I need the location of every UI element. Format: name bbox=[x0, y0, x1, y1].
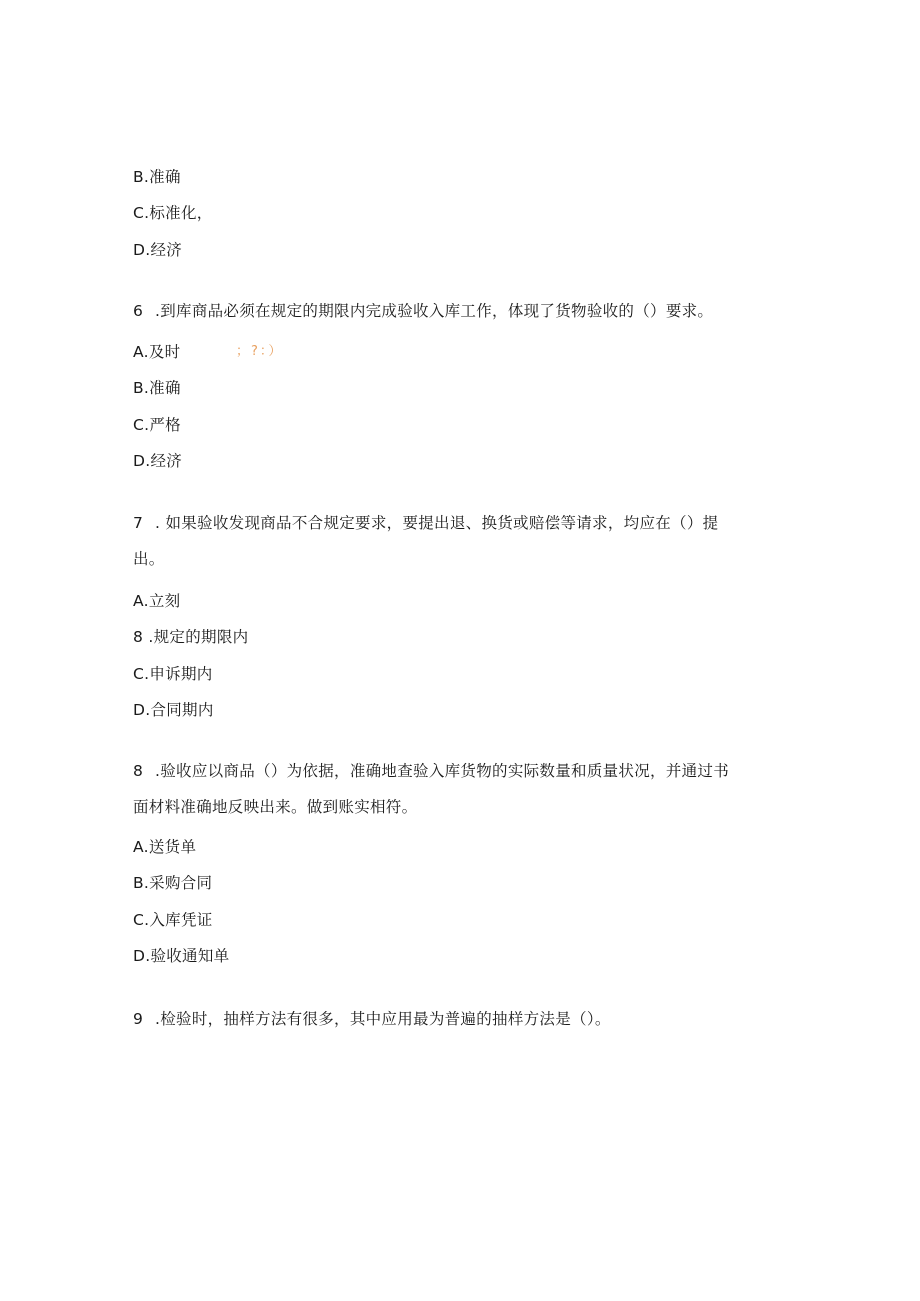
q8-text-line1: .验收应以商品（）为依据，准确地查验入库货物的实际数量和质量状况，并通过书 bbox=[155, 762, 730, 780]
q6-option-a: A.及时 bbox=[133, 343, 181, 361]
q6-stem bbox=[133, 300, 713, 322]
q9-number: 9 bbox=[133, 1010, 144, 1028]
q6-option-c: C.严格 bbox=[133, 416, 181, 434]
q7-number: 7 bbox=[133, 514, 144, 532]
q9-stem bbox=[133, 1008, 611, 1030]
q7-option-d: D.合同期内 bbox=[133, 701, 214, 719]
q7-option-b: 8 .规定的期限内 bbox=[133, 628, 249, 646]
q6-option-d: D.经济 bbox=[133, 452, 183, 470]
q9-text: .检验时，抽样方法有很多，其中应用最为普遍的抽样方法是（）。 bbox=[155, 1010, 611, 1028]
q5-option-c: C.标准化， bbox=[133, 204, 213, 222]
handwritten-annotation: ；?：） bbox=[236, 344, 284, 359]
q7-option-a: A.立刻 bbox=[133, 592, 181, 610]
q8-option-a: A.送货单 bbox=[133, 838, 197, 856]
q6-option-b: B.准确 bbox=[133, 379, 181, 397]
q8-number: 8 bbox=[133, 762, 144, 780]
q6-text: .到库商品必须在规定的期限内完成验收入库工作，体现了货物验收的（）要求。 bbox=[155, 302, 714, 320]
q7-option-c: C.申诉期内 bbox=[133, 665, 213, 683]
q8-stem-line2: 面材料准确地反映出来。做到账实相符。 bbox=[133, 798, 418, 816]
q5-option-b: B.准确 bbox=[133, 168, 181, 186]
q7-stem-line2: 出。 bbox=[133, 550, 165, 568]
q8-option-c: C.入库凭证 bbox=[133, 911, 213, 929]
q6-number: 6 bbox=[133, 302, 144, 320]
q8-option-d: D.验收通知单 bbox=[133, 947, 230, 965]
q7-text-line1: . 如果验收发现商品不合规定要求，要提出退、换货或赔偿等请求，均应在（）提 bbox=[155, 514, 719, 532]
q8-option-b: B.采购合同 bbox=[133, 874, 213, 892]
q7-stem-line1 bbox=[133, 512, 718, 534]
q5-option-d: D.经济 bbox=[133, 241, 183, 259]
q8-stem-line1 bbox=[133, 760, 729, 782]
